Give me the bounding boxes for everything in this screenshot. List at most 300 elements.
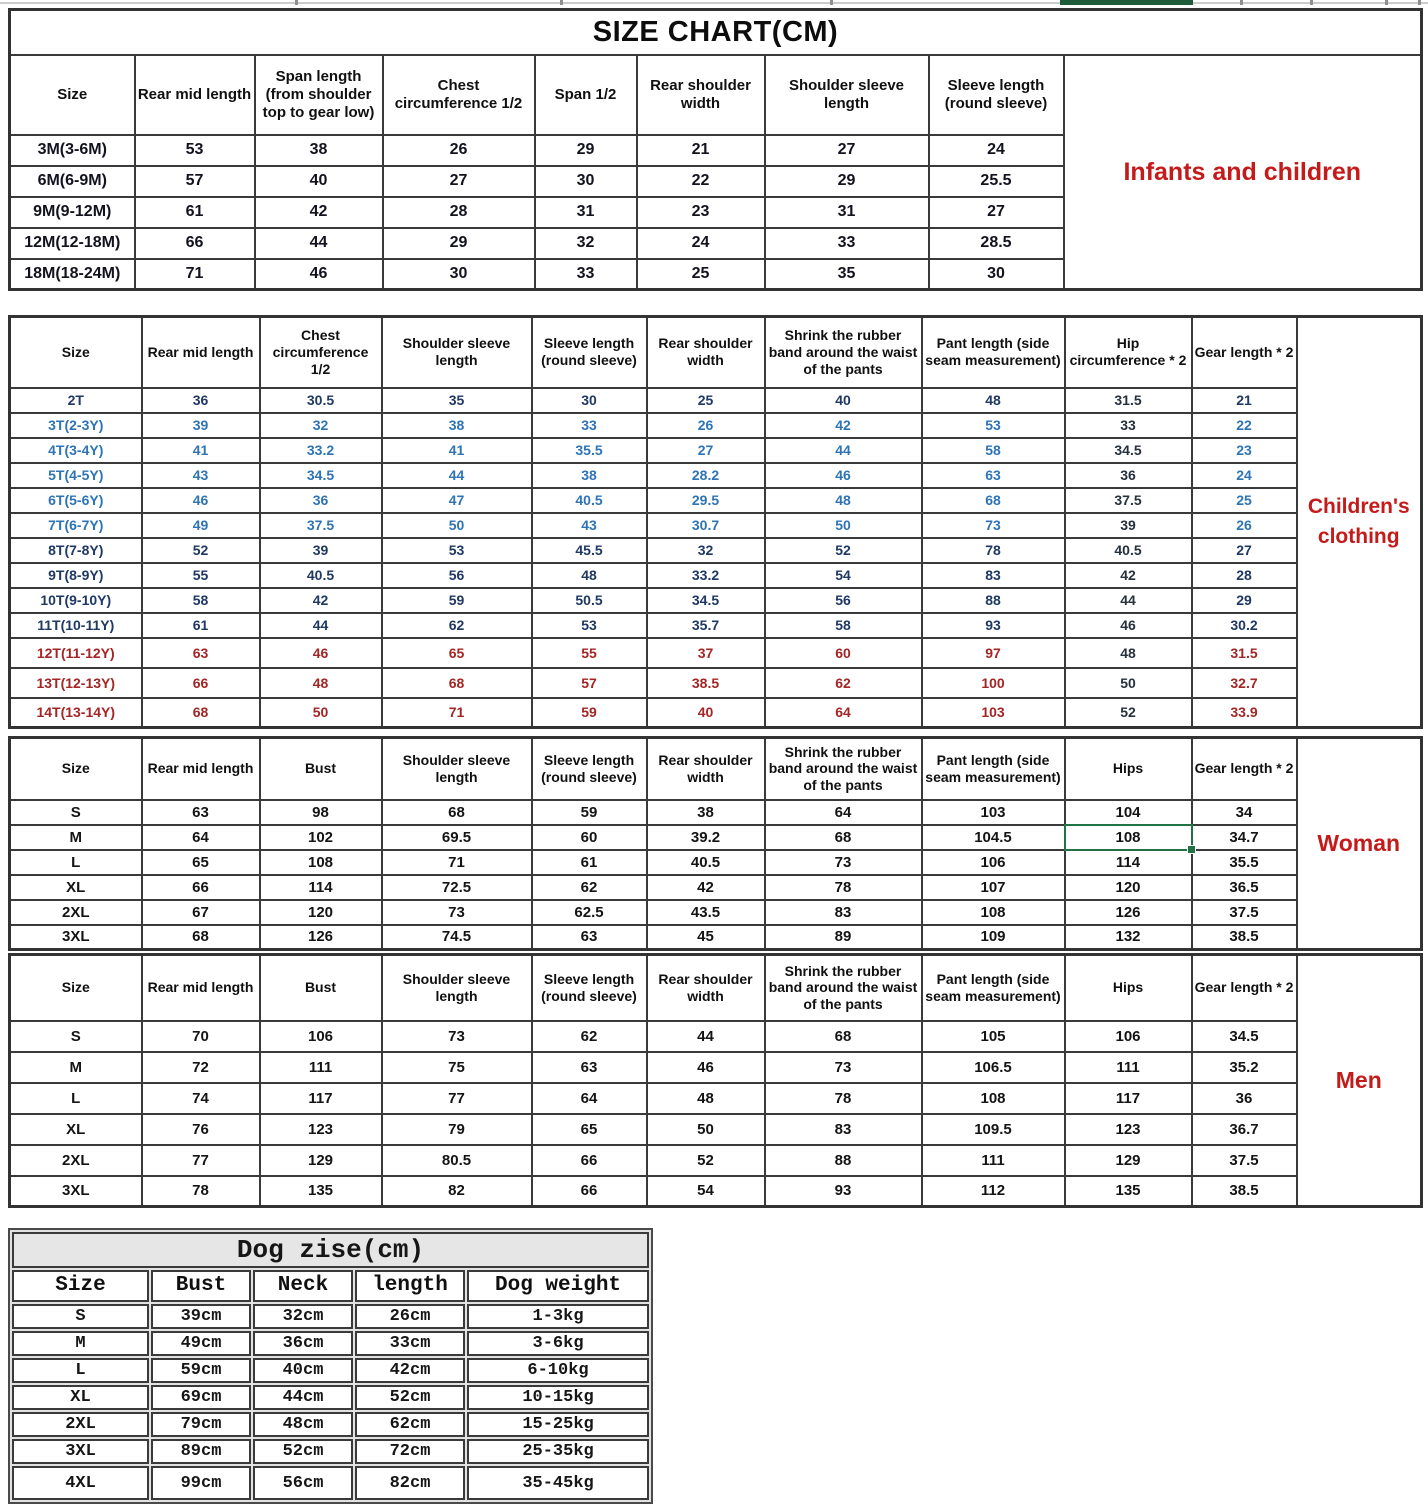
table-row xyxy=(10,850,1422,875)
cell: 36 xyxy=(260,488,382,513)
infants-size-table-container xyxy=(8,8,1420,291)
cell: 32 xyxy=(260,413,382,438)
cell: 33 xyxy=(765,228,929,259)
children-table xyxy=(8,315,1423,729)
cell: 46 xyxy=(765,463,922,488)
cell: 50 xyxy=(1065,668,1192,698)
row-size-label: 3XL xyxy=(10,925,142,950)
column-header: Chest circumference 1/2 xyxy=(260,317,382,388)
cell: 76 xyxy=(142,1114,260,1145)
table-row xyxy=(10,638,1422,668)
cell: 62cm xyxy=(355,1412,465,1437)
column-header: Neck xyxy=(253,1270,353,1302)
table-row xyxy=(10,825,1422,850)
row-size-label: 9T(8-9Y) xyxy=(10,563,142,588)
table-row xyxy=(10,875,1422,900)
cell: 63 xyxy=(922,463,1065,488)
cell: 108 xyxy=(922,900,1065,925)
column-header: Pant length (side seam measurement) xyxy=(922,738,1065,800)
column-header: Gear length * 2 xyxy=(1192,738,1297,800)
column-header: Rear shoulder width xyxy=(647,317,765,388)
cell: 63 xyxy=(532,1052,647,1083)
cell: 71 xyxy=(382,698,532,728)
cell: 35.5 xyxy=(1192,850,1297,875)
cell: 38.5 xyxy=(1192,925,1297,950)
category-label: Infants and children xyxy=(1123,157,1362,186)
cell: 88 xyxy=(922,588,1065,613)
cell: 48 xyxy=(922,388,1065,413)
men-table xyxy=(8,953,1423,1208)
cell: 41 xyxy=(382,438,532,463)
cell: 29 xyxy=(383,228,535,259)
cell: 40 xyxy=(765,388,922,413)
row-size-label: 2T xyxy=(10,388,142,413)
cell: 135 xyxy=(1065,1176,1192,1207)
row-size-label: 2XL xyxy=(12,1412,149,1437)
cell: 26 xyxy=(1192,513,1297,538)
cell: 50.5 xyxy=(532,588,647,613)
cell: 52 xyxy=(1065,698,1192,728)
cell: 37 xyxy=(647,638,765,668)
cell: 38 xyxy=(382,413,532,438)
column-header: Size xyxy=(10,738,142,800)
cell: 28 xyxy=(1192,563,1297,588)
cell: 61 xyxy=(135,197,255,228)
cell: 36 xyxy=(1192,1083,1297,1114)
cell: 34.7 xyxy=(1192,825,1297,850)
cell: 109 xyxy=(922,925,1065,950)
category-label: Children's clothing xyxy=(1307,494,1410,548)
cell: 80.5 xyxy=(382,1145,532,1176)
cell: 67 xyxy=(142,900,260,925)
cell: 63 xyxy=(532,925,647,950)
cell: 79 xyxy=(382,1114,532,1145)
cell: 132 xyxy=(1065,925,1192,950)
column-header: Hips xyxy=(1065,738,1192,800)
row-size-label: S xyxy=(10,800,142,825)
cell: 62.5 xyxy=(532,900,647,925)
column-header: Pant length (side seam measurement) xyxy=(922,955,1065,1021)
cell: 63 xyxy=(142,800,260,825)
cell: 33.9 xyxy=(1192,698,1297,728)
cell: 68 xyxy=(382,800,532,825)
cell: 59 xyxy=(532,800,647,825)
column-header: Size xyxy=(10,55,135,135)
row-size-label: 7T(6-7Y) xyxy=(10,513,142,538)
cell: 82 xyxy=(382,1176,532,1207)
cell: 62 xyxy=(382,613,532,638)
cell: 78 xyxy=(142,1176,260,1207)
cell: 62 xyxy=(532,1021,647,1052)
row-size-label: M xyxy=(12,1331,149,1356)
column-header: Rear mid length xyxy=(135,55,255,135)
cell: 97 xyxy=(922,638,1065,668)
column-header: Rear shoulder width xyxy=(647,955,765,1021)
cell: 83 xyxy=(765,900,922,925)
cell: 29 xyxy=(765,166,929,197)
gridline-tick xyxy=(830,0,833,5)
cell: 63 xyxy=(142,638,260,668)
cell: 43 xyxy=(532,513,647,538)
cell: 102 xyxy=(260,825,382,850)
table-row xyxy=(12,1304,649,1329)
row-size-label: L xyxy=(10,1083,142,1114)
cell: 25.5 xyxy=(929,166,1064,197)
row-size-label: 11T(10-11Y) xyxy=(10,613,142,638)
cell: 52 xyxy=(765,538,922,563)
cell: 32.7 xyxy=(1192,668,1297,698)
row-size-label: M xyxy=(10,1052,142,1083)
cell: 112 xyxy=(922,1176,1065,1207)
cell: 82cm xyxy=(355,1466,465,1500)
cell: 52cm xyxy=(355,1385,465,1410)
cell: 25 xyxy=(1192,488,1297,513)
gridline-tick xyxy=(1240,0,1243,5)
row-size-label: 14T(13-14Y) xyxy=(10,698,142,728)
table-row xyxy=(10,1021,1422,1052)
cell: 61 xyxy=(142,613,260,638)
cell: 37.5 xyxy=(1192,900,1297,925)
cell: 33 xyxy=(535,259,637,290)
cell: 37.5 xyxy=(1065,488,1192,513)
table-row xyxy=(10,538,1422,563)
column-header: Dog weight xyxy=(467,1270,649,1302)
cell: 52cm xyxy=(253,1439,353,1464)
cell: 36 xyxy=(1065,463,1192,488)
cell: 36.7 xyxy=(1192,1114,1297,1145)
column-header: Shrink the rubber band around the waist of the pants xyxy=(765,955,922,1021)
cell: 49 xyxy=(142,513,260,538)
dog-size-table-container xyxy=(8,1228,637,1504)
category-cell xyxy=(1297,317,1422,728)
gridline-tick xyxy=(295,0,298,5)
cell: 30 xyxy=(929,259,1064,290)
cell: 68 xyxy=(765,1021,922,1052)
cell: 26 xyxy=(647,413,765,438)
cell: 47 xyxy=(382,488,532,513)
cell: 57 xyxy=(532,668,647,698)
cell: 77 xyxy=(382,1083,532,1114)
cell: 31.5 xyxy=(1065,388,1192,413)
cell: 58 xyxy=(765,613,922,638)
cell: 46 xyxy=(142,488,260,513)
column-header: Bust xyxy=(260,955,382,1021)
cell: 58 xyxy=(142,588,260,613)
category-cell xyxy=(1297,955,1422,1207)
cell: 129 xyxy=(260,1145,382,1176)
cell: 30.2 xyxy=(1192,613,1297,638)
cell: 53 xyxy=(922,413,1065,438)
cell: 32 xyxy=(535,228,637,259)
cell: 44 xyxy=(647,1021,765,1052)
cell: 39cm xyxy=(151,1304,251,1329)
row-size-label: L xyxy=(10,850,142,875)
cell: 40.5 xyxy=(532,488,647,513)
cell: 66 xyxy=(532,1145,647,1176)
row-size-label: 4XL xyxy=(12,1466,149,1500)
cell: 30 xyxy=(532,388,647,413)
cell: 32 xyxy=(647,538,765,563)
row-size-label: S xyxy=(10,1021,142,1052)
cell: 42 xyxy=(260,588,382,613)
cell: 27 xyxy=(1192,538,1297,563)
cell: 44 xyxy=(255,228,383,259)
cell: 93 xyxy=(765,1176,922,1207)
cell: 27 xyxy=(383,166,535,197)
cell: 66 xyxy=(135,228,255,259)
cell: 34.5 xyxy=(1192,1021,1297,1052)
cell: 44 xyxy=(260,613,382,638)
cell: 33cm xyxy=(355,1331,465,1356)
cell: 21 xyxy=(1192,388,1297,413)
table-row xyxy=(12,1412,649,1437)
row-size-label: 10T(9-10Y) xyxy=(10,588,142,613)
cell: 70 xyxy=(142,1021,260,1052)
cell: 52 xyxy=(647,1145,765,1176)
cell: 77 xyxy=(142,1145,260,1176)
row-size-label: 6T(5-6Y) xyxy=(10,488,142,513)
cell: 39 xyxy=(260,538,382,563)
cell: 108 xyxy=(260,850,382,875)
column-header: Gear length * 2 xyxy=(1192,955,1297,1021)
cell: 66 xyxy=(142,875,260,900)
woman-table xyxy=(8,736,1423,951)
table-row xyxy=(10,613,1422,638)
cell: 34.5 xyxy=(260,463,382,488)
column-header: Bust xyxy=(260,738,382,800)
cell: 114 xyxy=(260,875,382,900)
cell: 32cm xyxy=(253,1304,353,1329)
cell: 79cm xyxy=(151,1412,251,1437)
column-header: Rear shoulder width xyxy=(647,738,765,800)
cell: 83 xyxy=(922,563,1065,588)
cell: 89 xyxy=(765,925,922,950)
cell: 10-15kg xyxy=(467,1385,649,1410)
table-row xyxy=(10,438,1422,463)
dog-table xyxy=(8,1228,653,1504)
cell: 71 xyxy=(382,850,532,875)
cell: 36 xyxy=(142,388,260,413)
cell: 129 xyxy=(1065,1145,1192,1176)
cell: 78 xyxy=(765,875,922,900)
row-size-label: 2XL xyxy=(10,900,142,925)
cell: 88 xyxy=(765,1145,922,1176)
cell: 48 xyxy=(1065,638,1192,668)
cell: 28.5 xyxy=(929,228,1064,259)
cell: 73 xyxy=(765,850,922,875)
cell: 24 xyxy=(1192,463,1297,488)
selected-column-indicator xyxy=(1060,0,1193,5)
cell: 103 xyxy=(922,698,1065,728)
cell: 26 xyxy=(383,135,535,166)
cell: 3-6kg xyxy=(467,1331,649,1356)
cell: 52 xyxy=(142,538,260,563)
column-header: Size xyxy=(10,317,142,388)
cell: 45.5 xyxy=(532,538,647,563)
cell: 53 xyxy=(532,613,647,638)
cell: 1-3kg xyxy=(467,1304,649,1329)
cell: 62 xyxy=(532,875,647,900)
cell: 126 xyxy=(260,925,382,950)
cell: 30 xyxy=(535,166,637,197)
row-size-label: 12T(11-12Y) xyxy=(10,638,142,668)
cell: 73 xyxy=(765,1052,922,1083)
cell: 64 xyxy=(142,825,260,850)
cell: 27 xyxy=(929,197,1064,228)
cell: 62 xyxy=(765,668,922,698)
table-row xyxy=(10,463,1422,488)
cell: 39 xyxy=(142,413,260,438)
cell: 54 xyxy=(647,1176,765,1207)
cell: 50 xyxy=(647,1114,765,1145)
cell: 38 xyxy=(255,135,383,166)
cell: 59cm xyxy=(151,1358,251,1383)
cell: 57 xyxy=(135,166,255,197)
cell: 73 xyxy=(922,513,1065,538)
cell: 37.5 xyxy=(260,513,382,538)
cell: 107 xyxy=(922,875,1065,900)
cell: 68 xyxy=(142,698,260,728)
cell: 74.5 xyxy=(382,925,532,950)
cell: 106 xyxy=(260,1021,382,1052)
cell: 60 xyxy=(532,825,647,850)
cell: 50 xyxy=(382,513,532,538)
column-header: Shoulder sleeve length xyxy=(382,955,532,1021)
cell: 64 xyxy=(532,1083,647,1114)
cell: 6-10kg xyxy=(467,1358,649,1383)
category-cell xyxy=(1064,55,1422,290)
cell: 30.5 xyxy=(260,388,382,413)
row-size-label: XL xyxy=(10,875,142,900)
category-cell xyxy=(1297,738,1422,950)
cell: 109.5 xyxy=(922,1114,1065,1145)
cell: 41 xyxy=(142,438,260,463)
cell: 22 xyxy=(637,166,765,197)
cell: 93 xyxy=(922,613,1065,638)
cell: 68 xyxy=(765,825,922,850)
cell: 40 xyxy=(647,698,765,728)
cell: 48cm xyxy=(253,1412,353,1437)
row-size-label: 3XL xyxy=(10,1176,142,1207)
column-header: Gear length * 2 xyxy=(1192,317,1297,388)
table-row xyxy=(10,900,1422,925)
cell: 26cm xyxy=(355,1304,465,1329)
table-row xyxy=(10,1176,1422,1207)
children-size-table-container xyxy=(8,315,1420,729)
table-row xyxy=(10,925,1422,950)
cell: 123 xyxy=(1065,1114,1192,1145)
cell: 44 xyxy=(1065,588,1192,613)
table-row xyxy=(10,488,1422,513)
gridline-tick xyxy=(560,0,563,5)
cell: 64 xyxy=(765,800,922,825)
cell: 48 xyxy=(260,668,382,698)
column-header: Size xyxy=(10,955,142,1021)
cell: 34 xyxy=(1192,800,1297,825)
cell: 40.5 xyxy=(260,563,382,588)
row-size-label: 8T(7-8Y) xyxy=(10,538,142,563)
cell: 46 xyxy=(255,259,383,290)
cell: 71 xyxy=(135,259,255,290)
cell: 38 xyxy=(532,463,647,488)
cell: 117 xyxy=(1065,1083,1192,1114)
row-size-label: S xyxy=(12,1304,149,1329)
cell: 72 xyxy=(142,1052,260,1083)
cell: 29 xyxy=(535,135,637,166)
cell: 23 xyxy=(1192,438,1297,463)
cell: 50 xyxy=(260,698,382,728)
cell: 111 xyxy=(1065,1052,1192,1083)
cell: 55 xyxy=(142,563,260,588)
column-header: Size xyxy=(12,1270,149,1302)
cell: 78 xyxy=(765,1083,922,1114)
cell: 69cm xyxy=(151,1385,251,1410)
cell: 31.5 xyxy=(1192,638,1297,668)
cell: 73 xyxy=(382,1021,532,1052)
row-size-label: 3T(2-3Y) xyxy=(10,413,142,438)
row-size-label: 3XL xyxy=(12,1439,149,1464)
cell: 56 xyxy=(382,563,532,588)
cell: 34.5 xyxy=(1065,438,1192,463)
cell: 100 xyxy=(922,668,1065,698)
cell: 29 xyxy=(1192,588,1297,613)
category-label: Woman xyxy=(1317,829,1401,856)
cell: 45 xyxy=(647,925,765,950)
cell: 66 xyxy=(142,668,260,698)
cell: 106.5 xyxy=(922,1052,1065,1083)
row-size-label: 13T(12-13Y) xyxy=(10,668,142,698)
dog-table-title: Dog zise(cm) xyxy=(12,1232,649,1268)
cell: 39 xyxy=(1065,513,1192,538)
cell: 22 xyxy=(1192,413,1297,438)
table-row xyxy=(12,1385,649,1410)
cell: 25-35kg xyxy=(467,1439,649,1464)
cell: 23 xyxy=(637,197,765,228)
cell: 89cm xyxy=(151,1439,251,1464)
table-row xyxy=(10,1083,1422,1114)
cell: 46 xyxy=(260,638,382,668)
cell: 37.5 xyxy=(1192,1145,1297,1176)
column-header: Rear mid length xyxy=(142,317,260,388)
cell: 65 xyxy=(142,850,260,875)
cell: 35.5 xyxy=(532,438,647,463)
row-size-label: 3M(3-6M) xyxy=(10,135,135,166)
row-size-label: 4T(3-4Y) xyxy=(10,438,142,463)
cell: 25 xyxy=(647,388,765,413)
table-row xyxy=(10,513,1422,538)
column-header: Shoulder sleeve length xyxy=(382,738,532,800)
cell: 42 xyxy=(1065,563,1192,588)
row-size-label: XL xyxy=(12,1385,149,1410)
cell: 78 xyxy=(922,538,1065,563)
cell: 48 xyxy=(647,1083,765,1114)
cell: 40.5 xyxy=(1065,538,1192,563)
infants-table-title: SIZE CHART(CM) xyxy=(10,10,1422,55)
cell: 59 xyxy=(382,588,532,613)
infants-table xyxy=(8,8,1423,291)
cell: 42cm xyxy=(355,1358,465,1383)
cell: 61 xyxy=(532,850,647,875)
column-header: Hips xyxy=(1065,955,1192,1021)
cell: 35.7 xyxy=(647,613,765,638)
row-size-label: L xyxy=(12,1358,149,1383)
cell: 44 xyxy=(382,463,532,488)
cell: 30.7 xyxy=(647,513,765,538)
row-size-label: 9M(9-12M) xyxy=(10,197,135,228)
cell: 38.5 xyxy=(1192,1176,1297,1207)
table-row xyxy=(10,1114,1422,1145)
cell: 33.2 xyxy=(647,563,765,588)
